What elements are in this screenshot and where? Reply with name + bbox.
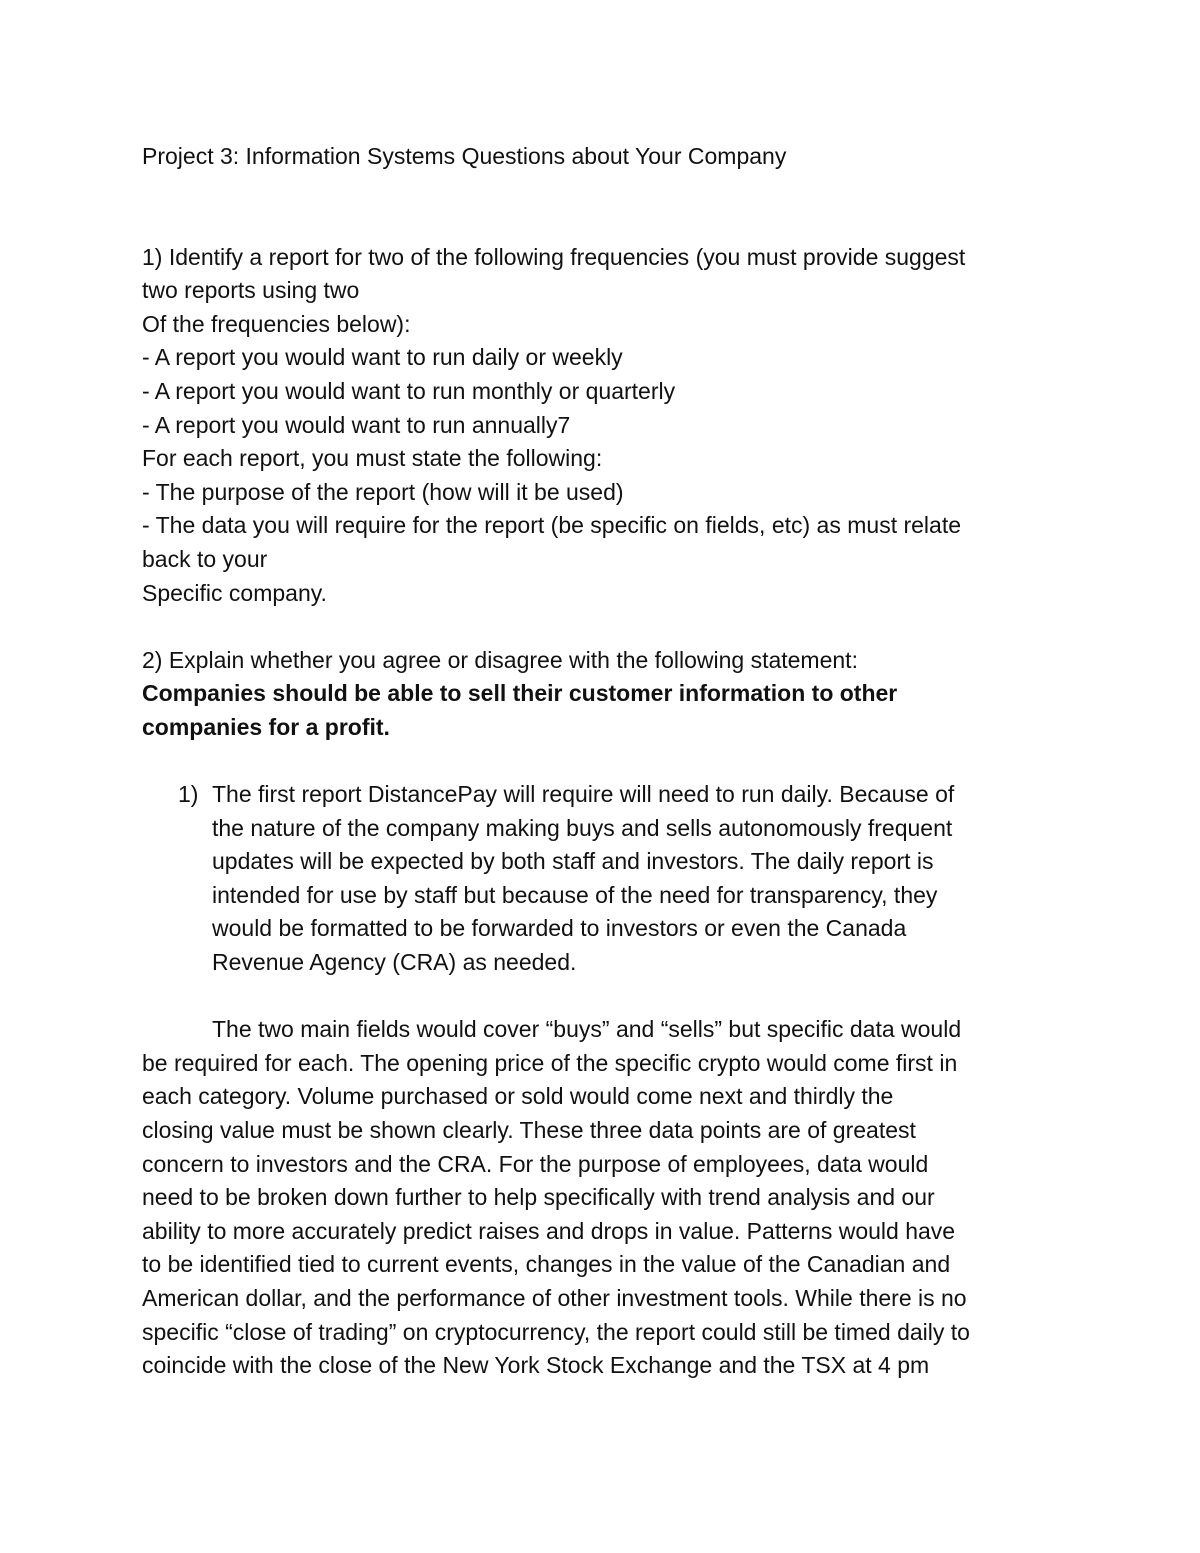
answer-1-line: Revenue Agency (CRA) as needed. bbox=[212, 949, 577, 976]
question-1-line: back to your bbox=[142, 545, 268, 572]
question-1-line: - A report you would want to run daily or weekly bbox=[142, 344, 623, 371]
question-1-line: - A report you would want to run monthly or quarterly bbox=[142, 377, 676, 404]
paragraph-line: specific “close of trading” on cryptocurrency, the report could still be timed daily to bbox=[142, 1318, 970, 1345]
question-2-statement-line: companies for a profit. bbox=[142, 713, 390, 740]
answer-1-body bbox=[212, 778, 1077, 980]
paragraph-line: to be identified tied to current events, changes in the value of the Canadian and bbox=[142, 1251, 951, 1278]
paragraph-line: need to be broken down further to help specifically with trend analysis and our bbox=[142, 1184, 935, 1211]
question-1-line: two reports using two bbox=[142, 277, 360, 304]
question-1-line: For each report, you must state the following: bbox=[142, 445, 603, 472]
question-1 bbox=[142, 241, 1077, 611]
paragraph-line: closing value must be shown clearly. These three data points are of greatest bbox=[142, 1117, 916, 1144]
question-1-line: Specific company. bbox=[142, 579, 327, 606]
answer-1-line: the nature of the company making buys and sells autonomously frequent bbox=[212, 814, 953, 841]
answer-1-line: updates will be expected by both staff and investors. The daily report is bbox=[212, 848, 934, 875]
answer-1 bbox=[142, 778, 1077, 980]
spacer bbox=[142, 980, 1077, 1014]
spacer bbox=[142, 745, 1077, 779]
answer-1-line: intended for use by staff but because of the need for transparency, they bbox=[212, 881, 938, 908]
paragraph-line: each category. Volume purchased or sold would come next and thirdly the bbox=[142, 1083, 894, 1110]
question-1-line: 1) Identify a report for two of the following frequencies (you must provide suggest bbox=[142, 243, 966, 270]
question-1-line: - A report you would want to run annually7 bbox=[142, 411, 571, 438]
paragraph-line: American dollar, and the performance of other investment tools. While there is no bbox=[142, 1285, 967, 1311]
document-page bbox=[142, 140, 1077, 1383]
answer-1-number: 1) bbox=[178, 781, 199, 808]
question-2 bbox=[142, 644, 1077, 745]
spacer bbox=[142, 610, 1077, 644]
answer-1-line: would be formatted to be forwarded to investors or even the Canada bbox=[212, 915, 907, 942]
question-1-line: Of the frequencies below): bbox=[142, 310, 411, 337]
question-2-statement-line: Companies should be able to sell their customer information to other bbox=[142, 680, 898, 707]
question-1-line: - The purpose of the report (how will it be used) bbox=[142, 478, 624, 505]
paragraph-line: be required for each. The opening price of the specific crypto would come first in bbox=[142, 1049, 958, 1076]
body-paragraph bbox=[142, 1013, 1077, 1383]
document-title: Project 3: Information Systems Questions about Your Company bbox=[142, 143, 787, 169]
question-2-intro: 2) Explain whether you agree or disagree with the following statement: bbox=[142, 646, 858, 673]
question-1-line: - The data you will require for the report (be specific on fields, etc) as must relate bbox=[142, 512, 962, 539]
paragraph-line: ability to more accurately predict raises and drops in value. Patterns would have bbox=[142, 1217, 956, 1244]
paragraph-line: The two main fields would cover “buys” and “sells” but specific data would bbox=[212, 1016, 962, 1043]
paragraph-line: coincide with the close of the New York Stock Exchange and the TSX at 4 pm bbox=[142, 1352, 930, 1379]
answer-1-line: The first report DistancePay will require will need to run daily. Because of bbox=[212, 781, 955, 808]
paragraph-line: concern to investors and the CRA. For the purpose of employees, data would bbox=[142, 1150, 929, 1177]
